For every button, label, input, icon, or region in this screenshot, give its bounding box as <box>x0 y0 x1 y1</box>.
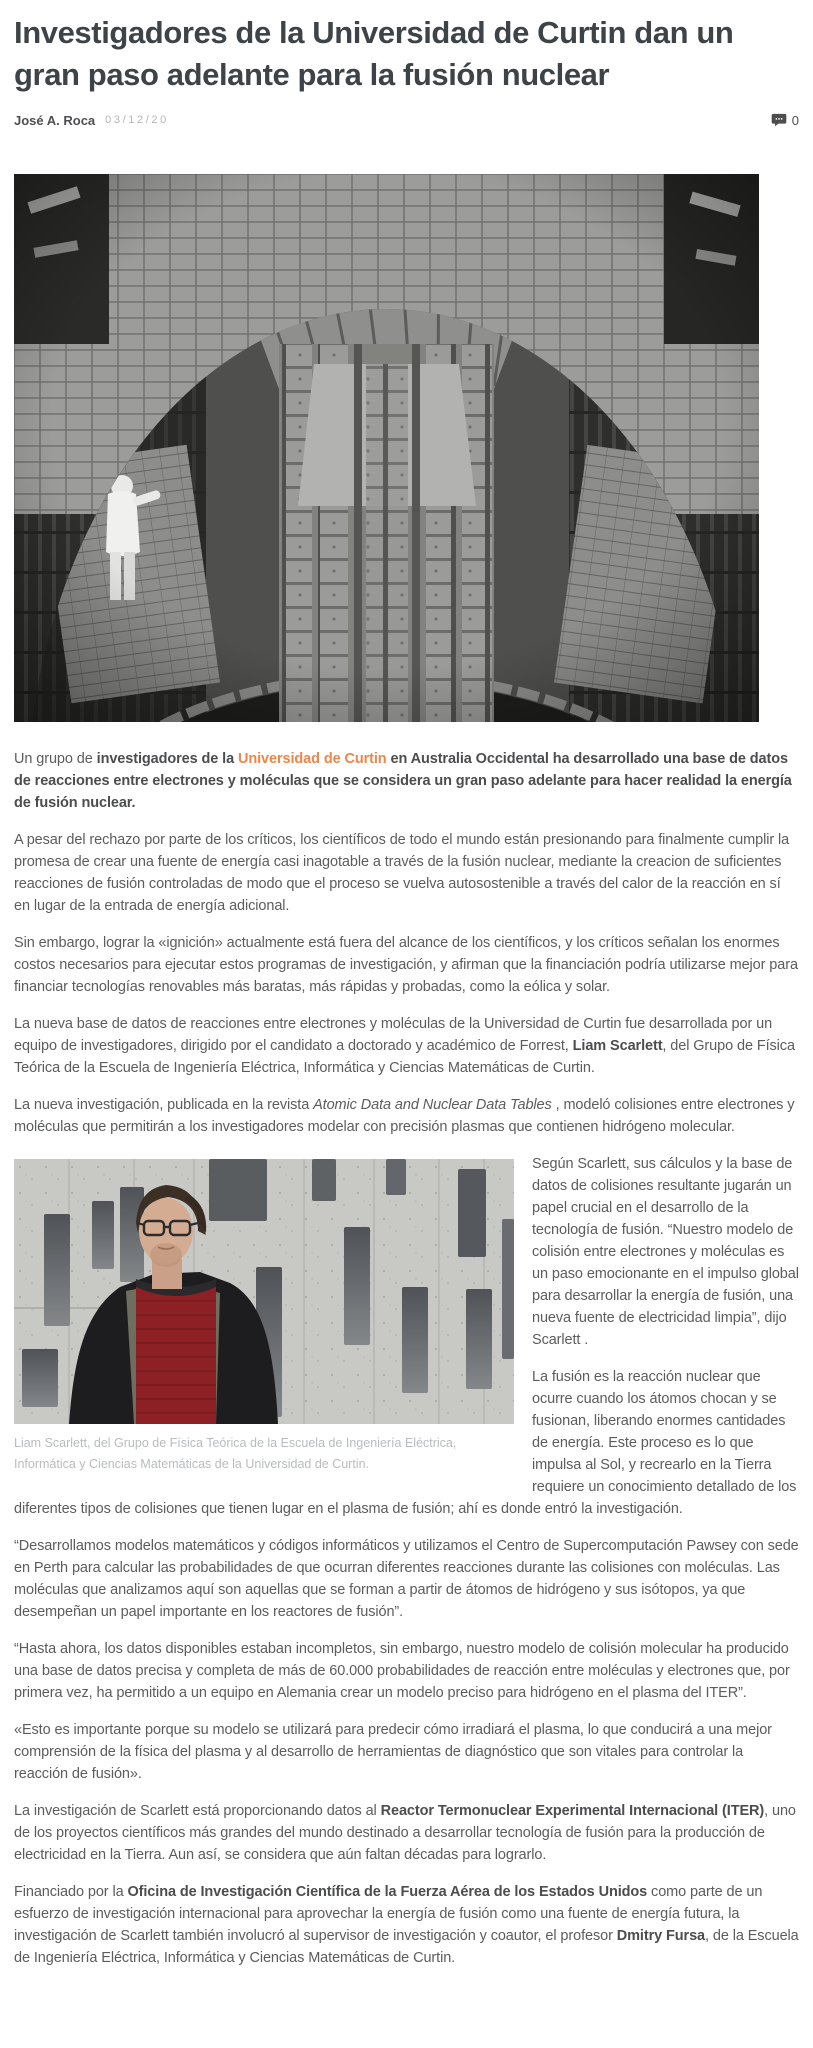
paragraph-database-text-2: , del Grupo de Física Teórica de la Escuela de Ingeniería Eléctrica, Informática y Ciencias Matemáticas de Curtin. <box>14 1038 795 1076</box>
intro-text-normal: Un grupo de <box>14 751 97 767</box>
paragraph-funding-text-2: como parte de un esfuerzo de investigación internacional para aprovechar la energía de fusión como una fuente de energía futura, la investigación de Scarlett también involucró al supervisor de investigación y coautor, el profesor <box>14 1884 763 1944</box>
iter-name: Reactor Termonuclear Experimental Internacional (ITER) <box>380 1803 765 1819</box>
paragraph-fusion-explainer: La fusión es la reacción nuclear que ocurre cuando los átomos chocan y se fusionan, liberando enormes cantidades de energía. Este proceso es lo que impulsa al Sol, y recrearlo en la Tierra requiere un conocimiento detallado de los diferentes tipos de colisiones que tienen lugar en el plasma de fusión; ahí es donde entró la investigación. <box>14 1369 797 1517</box>
portrait-caption: Liam Scarlett, del Grupo de Física Teórica de la Escuela de Ingeniería Eléctrica, Informática y Ciencias Matemáticas de la Universidad de Curtin. <box>14 1436 457 1471</box>
hero-figure <box>14 174 799 722</box>
paragraph-ignition: Sin embargo, lograr la «ignición» actualmente está fuera del alcance de los científicos, y los críticos señalan los enormes costos necesarios para ejecutar estos programas de investigación, y afirman que la financiación podría utilizarse mejor para financiar tecnologías renovables más baratas, más rápidas y probadas, como la eólica y solar. <box>14 935 798 995</box>
paragraph-critics: A pesar del rechazo por parte de los críticos, los científicos de todo el mundo están presionando para finalmente cumplir la promesa de crear una fuente de energía casi inagotable a través de la fusión nuclear, mediante la creacion de suficientes reacciones de fusión controladas de modo que el proceso se vuelva autosostenible a través del calor de la reacción en sí en lugar de la entrada de energía adicional. <box>14 832 790 914</box>
dmitry-fursa-name: Dmitry Fursa <box>616 1928 705 1944</box>
paragraph-iter-text: La investigación de Scarlett está proporcionando datos al <box>14 1803 381 1819</box>
intro-text-bold: investigadores de la <box>96 751 238 767</box>
publish-date: 03/12/20 <box>105 114 169 126</box>
fusion-reactor-image <box>14 174 759 722</box>
portrait-figure <box>14 1159 514 1475</box>
paragraph-database-text: La nueva base de datos de reacciones entre electrones y moléculas de la Universidad de Curtin fue desarrollada por un equipo de investigadores, dirigido por el candidato a doctorado y académico de Forrest, <box>14 1016 773 1054</box>
paragraph-60000: “Hasta ahora, los datos disponibles estaban incompletos, sin embargo, nuestro modelo de colisión molecular ha producido una base de datos precisa y completa de más de 60.000 probabilidades de reacción entre moléculas y electrones que, por primera vez, ha permitido a un equipo en Alemania crear un modelo preciso para hidrógeno en el plasma del ITER”. <box>14 1641 790 1701</box>
paragraph-database <box>14 1013 799 1079</box>
curtin-university-link[interactable]: Universidad de Curtin <box>237 751 387 767</box>
paragraph-funding-text: Financiado por la <box>14 1884 128 1900</box>
afosr-name: Oficina de Investigación Científica de la Fuerza Aérea de los Estados Unidos <box>127 1884 648 1900</box>
liam-scarlett-name: Liam Scarlett <box>572 1038 663 1054</box>
liam-scarlett-photo <box>14 1159 514 1424</box>
paragraph-funding <box>14 1881 799 1969</box>
paragraph-journal <box>14 1094 799 1138</box>
paragraph-iter <box>14 1800 799 1866</box>
intro-paragraph <box>14 748 799 814</box>
paragraph-journal-text: La nueva investigación, publicada en la revista <box>14 1097 314 1113</box>
paragraph-funding-text-3: , de la Escuela de Ingeniería Eléctrica, Informática y Ciencias Matemáticas de Curtin. <box>14 1928 799 1966</box>
comments-link[interactable] <box>771 113 799 128</box>
paragraph-plasma-model: «Esto es importante porque su modelo se utilizará para predecir cómo irradiará el plasma, lo que conducirá a una mejor comprensión de la física del plasma y al desarrollo de herramientas de diagnóstico que son vitales para controlar la reacción de fusión». <box>14 1722 772 1782</box>
paragraph-iter-text-2: , uno de los proyectos científicos más grandes del mundo destinado a desarrollar tecnología de fusión para la producción de electricidad en la Tierra. Aun así, se considera que aún faltan décadas para lograrlo. <box>14 1803 796 1863</box>
byline <box>14 110 799 130</box>
paragraph-journal-text-2: , modeló colisiones entre electrones y moléculas que permitirán a los investigadores modelar con precisión plasmas que contienen hidrógeno molecular. <box>14 1097 795 1135</box>
journal-title: Atomic Data and Nuclear Data Tables <box>313 1097 552 1113</box>
paragraph-scarlett-quote: Según Scarlett, sus cálculos y la base de datos de colisiones resultante jugarán un papel crucial en el desarrollo de la tecnología de fusión. “Nuestro modelo de colisión entre electrones y moléculas es un paso emocionante en el impulso global para desarrollar la energía de fusión, una nueva fuente de electricidad limpia”, dijo Scarlett . <box>532 1156 799 1348</box>
comment-icon <box>771 113 787 128</box>
paragraph-pawsey: “Desarrollamos modelos matemáticos y códigos informáticos y utilizamos el Centro de Supercomputación Pawsey con sede en Perth para calcular las probabilidades de que ocurran diferentes reacciones durante las colisiones con moléculas. Las moléculas que analizamos aquí son aquellas que se forman a partir de átomos de hidrógeno y sus isótopos, ya que desempeñan un papel importante en los reactores de fusión”. <box>14 1538 799 1620</box>
intro-text-bold-2: en Australia Occidental ha desarrollado una base de datos de reacciones entre electrones y moléculas que se considera un gran paso adelante para hacer realidad la energía de fusión nuclear. <box>14 751 792 811</box>
comment-count: 0 <box>791 112 799 128</box>
article-title: Investigadores de la Universidad de Curtin dan un gran paso adelante para la fusión nuclear <box>14 15 734 92</box>
author-link[interactable]: José A. Roca <box>14 112 96 128</box>
